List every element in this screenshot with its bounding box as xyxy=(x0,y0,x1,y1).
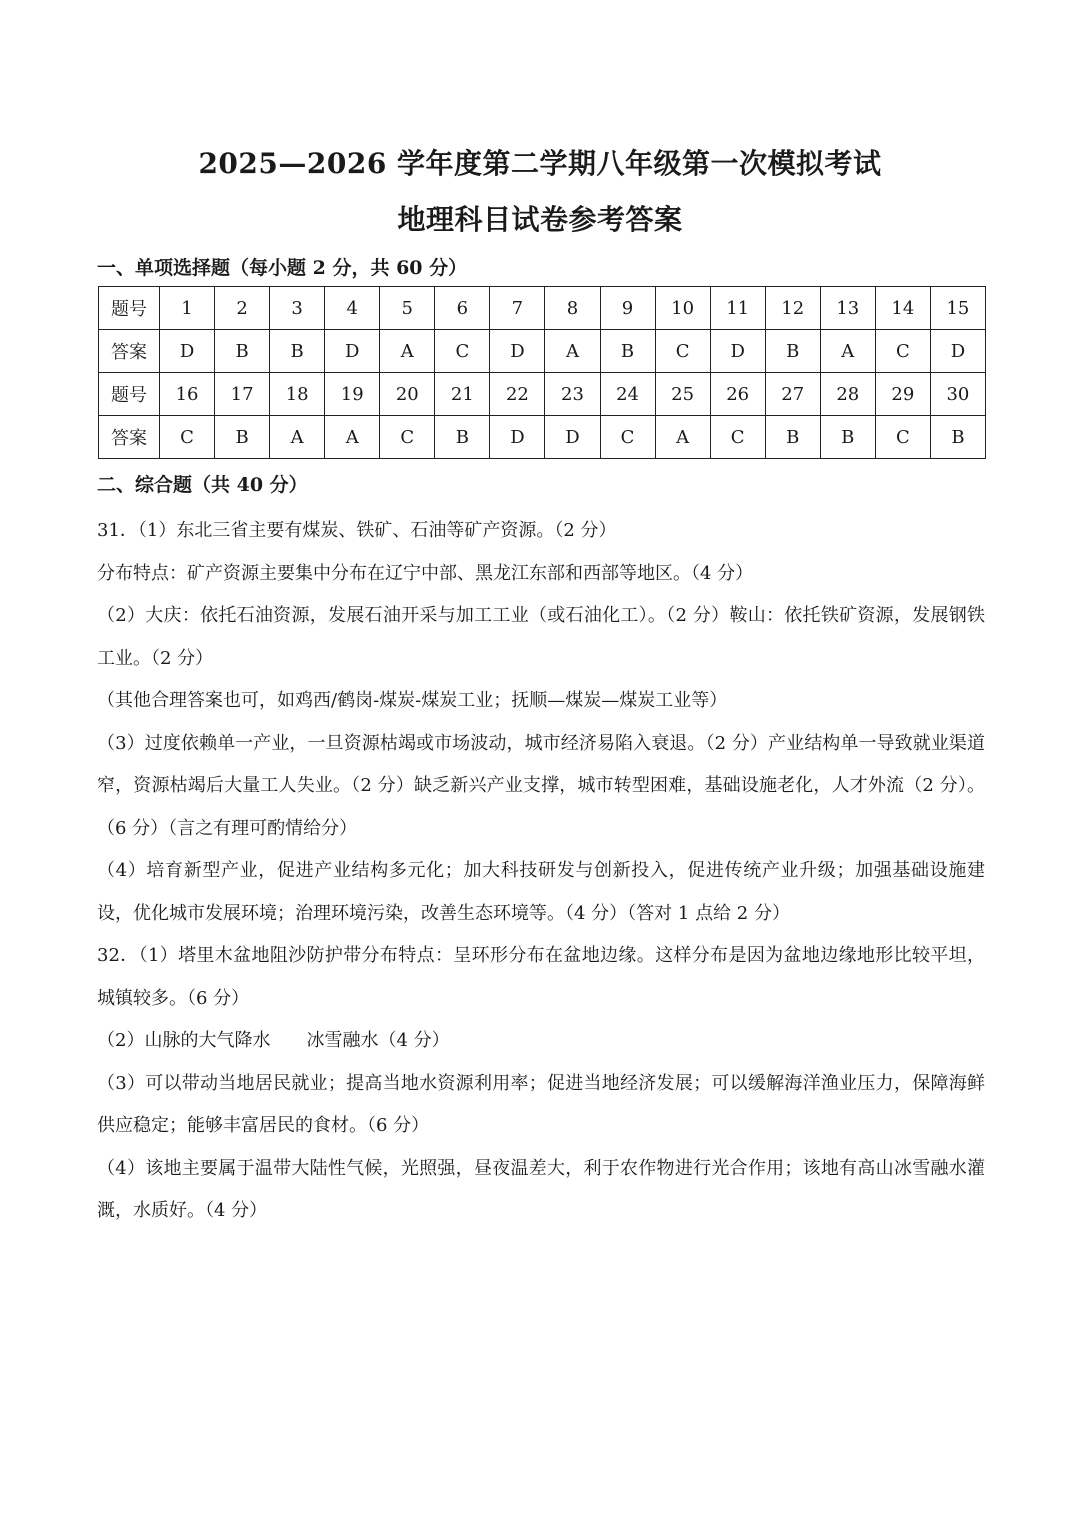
table-cell: 27 xyxy=(765,373,820,416)
table-cell: C xyxy=(600,416,655,459)
document-subtitle: 地理科目试卷参考答案 xyxy=(397,203,683,236)
table-row xyxy=(99,416,986,459)
table-cell: C xyxy=(435,330,490,373)
table-cell: 21 xyxy=(435,373,490,416)
table-cell: 5 xyxy=(380,287,435,330)
table-cell: D xyxy=(490,330,545,373)
table-cell: B xyxy=(270,330,325,373)
answer-paragraph: （2）山脉的大气降水 冰雪融水（4 分） xyxy=(97,1030,450,1051)
table-cell: A xyxy=(545,330,600,373)
table-cell: B xyxy=(765,330,820,373)
row-label: 答案 xyxy=(99,416,160,459)
table-cell: 1 xyxy=(160,287,215,330)
row-label: 题号 xyxy=(99,287,160,330)
table-cell: 25 xyxy=(655,373,710,416)
table-cell: B xyxy=(435,416,490,459)
table-cell: 11 xyxy=(710,287,765,330)
answer-paragraph: （3）可以带动当地居民就业；提高当地水资源利用率；促进当地经济发展；可以缓解海洋渔业压力，保障海鲜供应稳定；能够丰富居民的食材。（6 分） xyxy=(97,1072,985,1136)
answer-paragraph: （4）该地主要属于温带大陆性气候，光照强，昼夜温差大，利于农作物进行光合作用；该地有高山冰雪融水灌溉，水质好。（4 分） xyxy=(97,1157,985,1221)
table-cell: C xyxy=(380,416,435,459)
table-row xyxy=(99,330,986,373)
answer-paragraph: 分布特点：矿产资源主要集中分布在辽宁中部、黑龙江东部和西部等地区。（4 分） xyxy=(97,562,754,584)
table-cell: 30 xyxy=(930,373,985,416)
answer-paragraph: （2）大庆：依托石油资源，发展石油开采与加工工业（或石油化工）。（2 分）鞍山：依托铁矿资源，发展钢铁工业。（2 分） xyxy=(97,605,985,669)
answer-paragraph: （4）培育新型产业，促进产业结构多元化；加大科技研发与创新投入，促进传统产业升级；加强基础设施建设，优化城市发展环境；治理环境污染，改善生态环境等。（4 分）（答对 1 点给 2 分） xyxy=(97,860,985,924)
section1-heading: 一、单项选择题（每小题 2 分，共 60 分） xyxy=(97,257,468,279)
table-cell: D xyxy=(545,416,600,459)
table-cell: B xyxy=(765,416,820,459)
table-cell: 16 xyxy=(160,373,215,416)
table-row xyxy=(99,287,986,330)
table-cell: D xyxy=(490,416,545,459)
row-label: 答案 xyxy=(99,330,160,373)
answer-paragraph: 31．（1）东北三省主要有煤炭、铁矿、石油等矿产资源。（2 分） xyxy=(97,520,617,541)
table-cell: 29 xyxy=(875,373,930,416)
table-cell: C xyxy=(160,416,215,459)
table-cell: B xyxy=(820,416,875,459)
row-label: 题号 xyxy=(99,373,160,416)
table-cell: 9 xyxy=(600,287,655,330)
table-cell: 23 xyxy=(545,373,600,416)
comprehensive-answers xyxy=(97,510,985,1233)
table-cell: 13 xyxy=(820,287,875,330)
table-row xyxy=(99,373,986,416)
table-cell: 6 xyxy=(435,287,490,330)
table-cell: D xyxy=(160,330,215,373)
table-cell: 17 xyxy=(215,373,270,416)
table-cell: 3 xyxy=(270,287,325,330)
table-cell: 12 xyxy=(765,287,820,330)
table-cell: 8 xyxy=(545,287,600,330)
table-cell: B xyxy=(215,416,270,459)
table-cell: A xyxy=(270,416,325,459)
table-cell: 2 xyxy=(215,287,270,330)
table-cell: 28 xyxy=(820,373,875,416)
table-cell: 19 xyxy=(325,373,380,416)
table-cell: B xyxy=(600,330,655,373)
answer-paragraph: （3）过度依赖单一产业，一旦资源枯竭或市场波动，城市经济易陷入衰退。（2 分）产业结构单一导致就业渠道窄，资源枯竭后大量工人失业。（2 分）缺乏新兴产业支撑，城市转型困难，基础设施老化，人才外流（2 分）。（6 分）（言之有理可酌情给分） xyxy=(97,732,985,839)
table-cell: 20 xyxy=(380,373,435,416)
table-cell: B xyxy=(930,416,985,459)
table-cell: 4 xyxy=(325,287,380,330)
table-cell: 7 xyxy=(490,287,545,330)
table-cell: 15 xyxy=(930,287,985,330)
table-cell: A xyxy=(325,416,380,459)
table-cell: A xyxy=(380,330,435,373)
table-cell: 24 xyxy=(600,373,655,416)
table-cell: 18 xyxy=(270,373,325,416)
table-cell: C xyxy=(875,416,930,459)
table-cell: C xyxy=(710,416,765,459)
table-cell: A xyxy=(820,330,875,373)
table-cell: 26 xyxy=(710,373,765,416)
table-cell: C xyxy=(655,330,710,373)
answer-paragraph: 32．（1）塔里木盆地阻沙防护带分布特点：呈环形分布在盆地边缘。这样分布是因为盆地边缘地形比较平坦，城镇较多。（6 分） xyxy=(97,945,985,1009)
document-title: 2025—2026 学年度第二学期八年级第一次模拟考试 xyxy=(198,147,882,180)
table-cell: C xyxy=(875,330,930,373)
table-cell: A xyxy=(655,416,710,459)
table-cell: 10 xyxy=(655,287,710,330)
table-cell: 14 xyxy=(875,287,930,330)
table-cell: D xyxy=(325,330,380,373)
table-cell: D xyxy=(930,330,985,373)
table-cell: 22 xyxy=(490,373,545,416)
answer-table xyxy=(98,286,986,459)
table-cell: B xyxy=(215,330,270,373)
section2-heading: 二、综合题（共 40 分） xyxy=(97,474,308,496)
table-cell: D xyxy=(710,330,765,373)
answer-paragraph: （其他合理答案也可，如鸡西/鹤岗-煤炭-煤炭工业；抚顺—煤炭—煤炭工业等） xyxy=(97,690,728,711)
